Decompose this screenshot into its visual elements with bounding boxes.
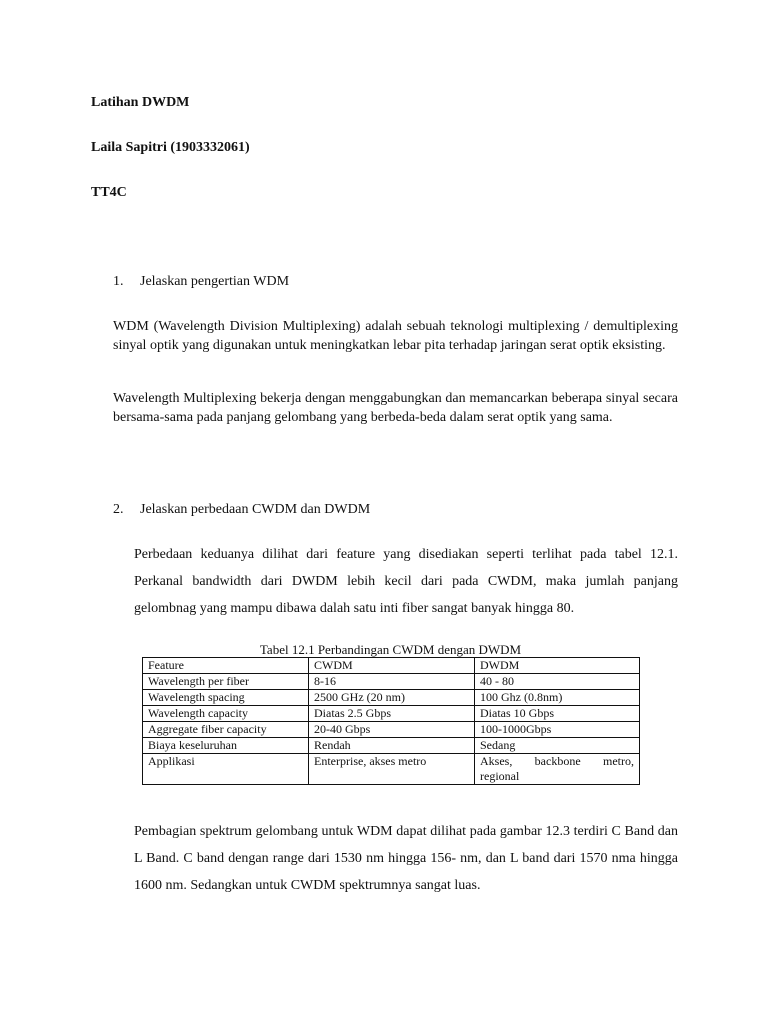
comparison-table: [142, 657, 640, 785]
table-row: [143, 722, 640, 738]
class-label: TT4C: [91, 185, 127, 200]
table-cell: Wavelength capacity: [143, 706, 309, 722]
document-title: Latihan DWDM: [91, 95, 190, 110]
question-text: Jelaskan pengertian WDM: [140, 274, 290, 289]
table-cell: 8-16: [309, 674, 475, 690]
table-cell: Aggregate fiber capacity: [143, 722, 309, 738]
table-cell: 40 - 80: [475, 674, 640, 690]
table-row: [143, 738, 640, 754]
table-caption: Tabel 12.1 Perbandingan CWDM dengan DWDM: [259, 642, 522, 657]
table-cell: Wavelength per fiber: [143, 674, 309, 690]
answer-2-paragraph-2: Pembagian spektrum gelombang untuk WDM dapat dilihat pada gambar 12.3 terdiri C Band dan L Band. C band dengan range dari 1530 nm hingga 156- nm, dan L band dari 1570 nma hingga 1600 nm. Sedangkan untuk CWDM spektrumnya sangat luas.: [134, 824, 678, 893]
table-cell: Wavelength spacing: [143, 690, 309, 706]
question-number: 2.: [113, 502, 124, 517]
table-cell: 100-1000Gbps: [475, 722, 640, 738]
answer-2-paragraph-1: Perbedaan keduanya dilihat dari feature yang disediakan seperti terlihat pada tabel 12.1. Perkanal bandwidth dari DWDM lebih kecil dari pada CWDM, maka jumlah panjang gelombnag yang mampu dibawa dalah satu inti fiber sangat banyak hingga 80.: [134, 547, 678, 616]
answer-1-paragraph-2: Wavelength Multiplexing bekerja dengan menggabungkan dan memancarkan beberapa sinyal secara bersama-sama pada panjang gelombang yang berbeda-beda dalam serat optik yang sama.: [113, 391, 678, 425]
table-row: [143, 706, 640, 722]
question-2: [113, 502, 370, 518]
table-cell: Diatas 2.5 Gbps: [309, 706, 475, 722]
table-row: [143, 674, 640, 690]
table-cell: Biaya keseluruhan: [143, 738, 309, 754]
table-header-cell: CWDM: [309, 658, 475, 674]
answer-1-paragraph-1: WDM (Wavelength Division Multiplexing) adalah sebuah teknologi multiplexing / demultiplexing sinyal optik yang digunakan untuk meningkatkan lebar pita terhadap jaringan serat optik eksisting.: [113, 319, 678, 353]
question-text: Jelaskan perbedaan CWDM dan DWDM: [140, 502, 371, 517]
table-header-cell: DWDM: [475, 658, 640, 674]
table-header-row: [143, 658, 640, 674]
table-cell: 100 Ghz (0.8nm): [475, 690, 640, 706]
table-header-cell: Feature: [143, 658, 309, 674]
table-cell: Applikasi: [143, 754, 309, 785]
question-number: 1.: [113, 274, 124, 289]
table-row: [143, 690, 640, 706]
table-cell: 2500 GHz (20 nm): [309, 690, 475, 706]
table-cell: Akses, backbone metro, regional: [475, 754, 640, 785]
table-row: [143, 754, 640, 785]
table-cell: Enterprise, akses metro: [309, 754, 475, 785]
author-line: Laila Sapitri (1903332061): [91, 140, 250, 155]
table-cell: Rendah: [309, 738, 475, 754]
question-1: [113, 274, 289, 290]
table-cell: Sedang: [475, 738, 640, 754]
table-cell: Diatas 10 Gbps: [475, 706, 640, 722]
table-cell: 20-40 Gbps: [309, 722, 475, 738]
